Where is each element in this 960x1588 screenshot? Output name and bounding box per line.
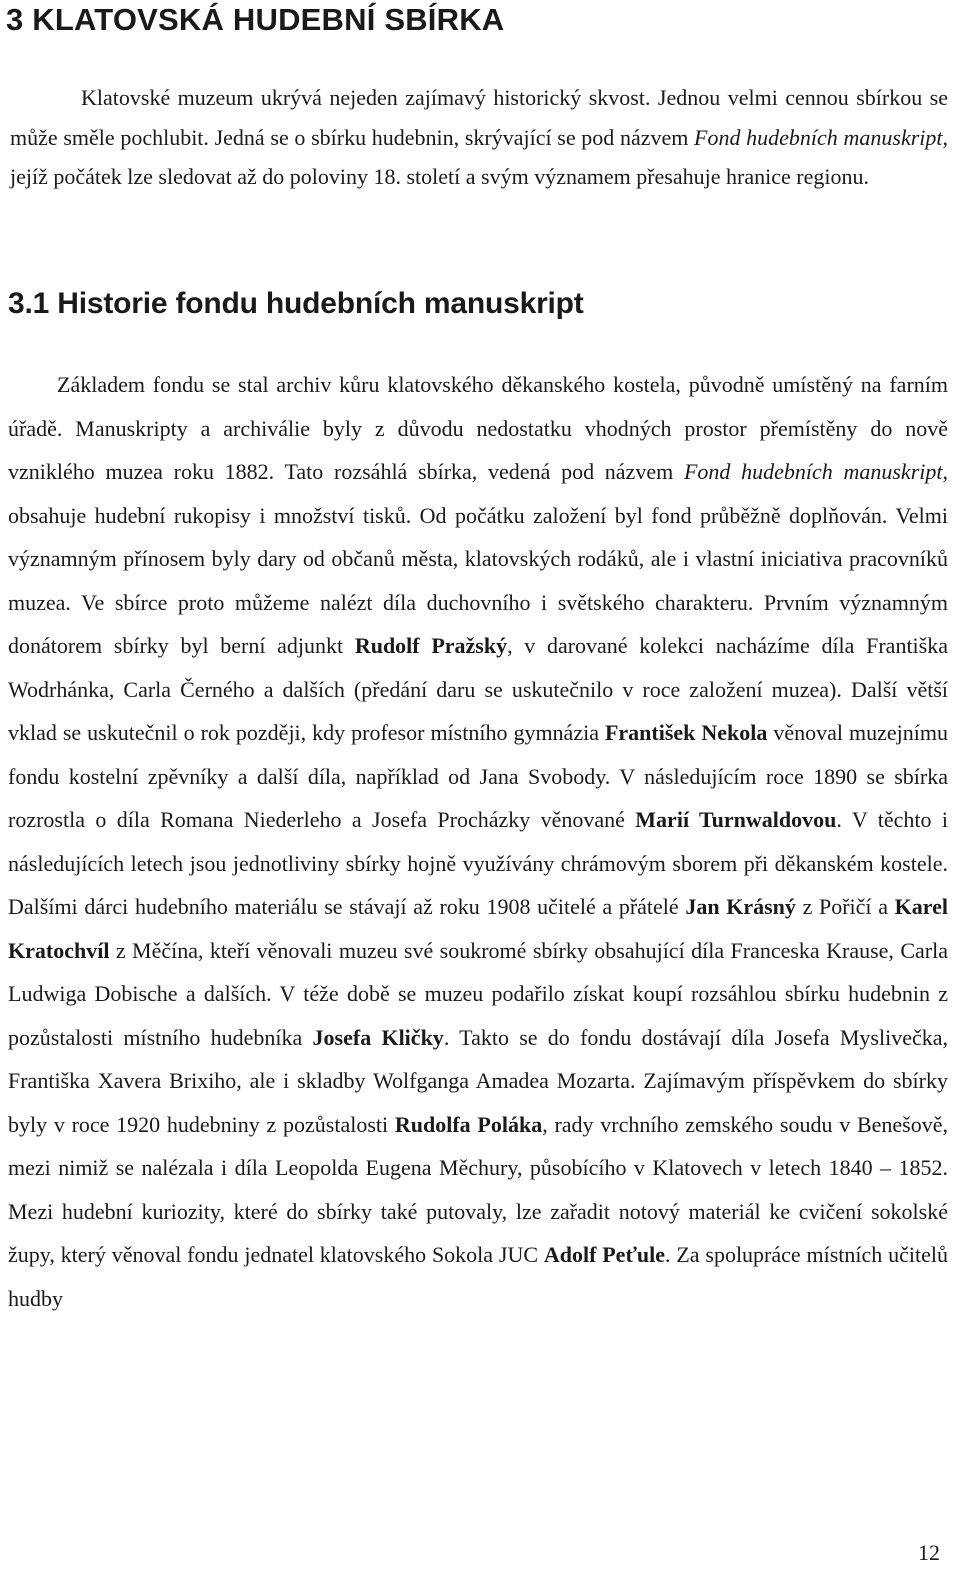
body-text: . Za spolupráce místních učitelů hudby	[8, 1242, 948, 1311]
donor-name: Adolf Peťule	[543, 1242, 666, 1267]
page-number: 12	[918, 1540, 940, 1565]
body-text: . V těchto i následujících letech jsou jednotliviny sbírky hojně využívány chrámovým sborem při děkanském kostele. Dalšími dárci hudebního materiálu se stávají až roku 1908 učitelé a přátelé	[8, 807, 948, 919]
body-paragraph	[8, 363, 948, 1320]
intro-text: , jejíž počátek lze sledovat až do poloviny 18. století a svým významem přesahuje hranice regionu.	[10, 124, 948, 190]
donor-name: Jan Krásný	[685, 894, 796, 919]
donor-name: Rudolf Pražský	[354, 633, 508, 658]
donor-name: Rudolfa Poláka	[394, 1111, 543, 1137]
donor-name: Josefa Kličky	[312, 1024, 444, 1050]
intro-paragraph	[10, 78, 948, 197]
collection-name: Fond hudebních manuskript	[683, 459, 943, 484]
body-text: z Měčína, kteří věnovali muzeu své soukromé sbírky obsahující díla Franceska Krause, Carla Ludwiga Dobische a dalších. V téže době se muzeu podařilo získat koupí rozsáhlou sbírku hudebnin z pozůstalosti místního hudebníka	[8, 937, 948, 1050]
collection-name: Fond hudebních manuskript	[694, 124, 943, 150]
body-text: Základem fondu se stal archiv kůru klatovského děkanského kostela, původně umístěný na farním úřadě. Manuskripty a archiválie byly z důvodu nedostatku vhodných prostor přemístěny do nově vzniklého muzea roku 1882. Tato rozsáhlá sbírka, vedená pod názvem	[8, 372, 948, 484]
body-text: , v darované kolekci nacházíme díla Františka Wodrhánka, Carla Černého a dalších (předání daru se uskutečnilo v roce založení muzea). Další větší vklad se uskutečnil o rok později, kdy profesor místního gymnázia	[8, 633, 948, 745]
body-text: , rady vrchního zemského soudu v Benešově, mezi nimiž se nalézala i díla Leopolda Eugena Měchury, působícího v Klatovech v letech 1840 – 1852. Mezi hudební kuriozity, které do sbírky také putovaly, lze zařadit notový materiál ke cvičení sokolské župy, který věnoval fondu jednatel klatovského Sokola JUC	[8, 1111, 948, 1267]
section-title: 3.1 Historie fondu hudebních manuskript	[8, 287, 584, 320]
chapter-title: 3 KLATOVSKÁ HUDEBNÍ SBÍRKA	[6, 2, 505, 37]
body-text: věnoval muzejnímu fondu kostelní zpěvníky a další díla, například od Jana Svobody. V následujícím roce 1890 se sbírka rozrostla o díla Romana Niederleho a Josefa Procházky věnované	[8, 720, 948, 832]
intro-text: Klatovské muzeum ukrývá nejeden zajímavý historický skvost. Jednou velmi cennou sbírkou se může směle pochlubit. Jedná se o sbírku hudebnin, skrývající se pod názvem	[10, 85, 948, 150]
donor-name: Karel Kratochvíl	[8, 894, 948, 963]
donor-name: Marií Turnwaldovou	[635, 807, 837, 832]
body-text: z Pořičí a	[795, 894, 895, 919]
body-text: , obsahuje hudební rukopisy i množství tisků. Od počátku založení byl fond průběžně doplňován. Velmi významným přínosem byly dary od občanů města, klatovských rodáků, ale i vlastní iniciativa pracovníků muzea. Ve sbírce proto můžeme nalézt díla duchovního i světského charakteru. Prvním významným donátorem sbírky byl berní adjunkt	[8, 459, 948, 658]
donor-name: František Nekola	[604, 720, 768, 745]
body-text: . Takto se do fondu dostávají díla Josefa Myslivečka, Františka Xavera Brixiho, ale i skladby Wolfganga Amadea Mozarta. Zajímavým příspěvkem do sbírky byly v roce 1920 hudebniny z pozůstalosti	[8, 1024, 948, 1137]
